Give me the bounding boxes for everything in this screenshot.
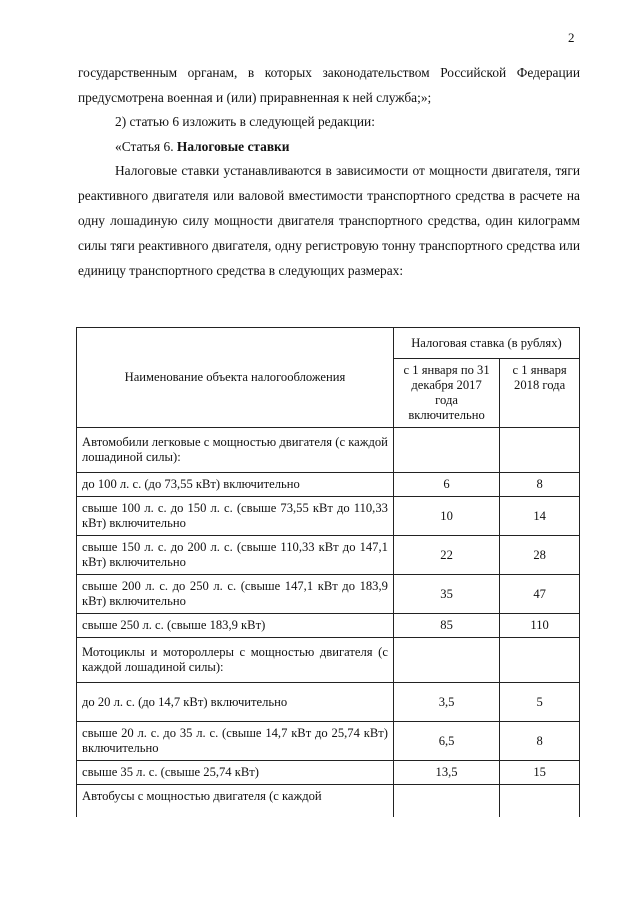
header-object-name: Наименование объекта налогообложения <box>77 328 394 428</box>
paragraph-rates-description: Налоговые ставки устанавливаются в зависимости от мощности двигателя, тяги реактивного двигателя или валовой вместимости транспортного средства в расчете на одну лошадиную силу мощности двигателя транспортного средства, один килограмм силы тяги реактивного двигателя, одну регистровую тонну транспортного средства или единицу транспортного средства в следующих размерах: <box>78 163 580 278</box>
cell-rate-2017: 10 <box>393 497 499 536</box>
article-heading <box>78 134 580 159</box>
cell-rate-2018 <box>500 638 580 683</box>
cell-rate-2018: 47 <box>500 575 580 614</box>
cell-rate-2017 <box>393 428 499 473</box>
tax-rates-table <box>76 327 580 817</box>
table-row <box>77 428 580 473</box>
header-2017: с 1 января по 31 декабря 2017 года включительно <box>393 359 499 428</box>
header-2018: с 1 января 2018 года <box>500 359 580 428</box>
cell-rate-2018: 8 <box>500 722 580 761</box>
header-rate-group: Налоговая ставка (в рублях) <box>393 328 579 359</box>
cell-rate-2017 <box>393 638 499 683</box>
cell-object-name: свыше 250 л. с. (свыше 183,9 кВт) <box>77 614 394 638</box>
cell-rate-2018: 5 <box>500 683 580 722</box>
article-prefix: «Статья 6. <box>115 139 177 154</box>
cell-object-name: свыше 35 л. с. (свыше 25,74 кВт) <box>77 761 394 785</box>
article-title: Налоговые ставки <box>176 139 290 154</box>
cell-rate-2018: 15 <box>500 761 580 785</box>
cell-object-name: свыше 200 л. с. до 250 л. с. (свыше 147,1 кВт до 183,9 кВт) включительно <box>77 575 394 614</box>
cell-object-name: до 20 л. с. (до 14,7 кВт) включительно <box>77 683 394 722</box>
cell-rate-2017: 85 <box>393 614 499 638</box>
table-row <box>77 683 580 722</box>
cell-rate-2017: 13,5 <box>393 761 499 785</box>
cell-empty <box>393 785 499 818</box>
paragraph-amendment: 2) статью 6 изложить в следующей редакции: <box>115 114 375 129</box>
table-row <box>77 638 580 683</box>
table-header-row <box>77 328 580 359</box>
cell-rate-2018: 14 <box>500 497 580 536</box>
table-row <box>77 722 580 761</box>
cell-rate-2018: 110 <box>500 614 580 638</box>
cell-rate-2018: 28 <box>500 536 580 575</box>
cell-object-name: Автобусы с мощностью двигателя (с каждой <box>77 785 394 818</box>
table-row <box>77 536 580 575</box>
cell-rate-2018 <box>500 428 580 473</box>
cell-rate-2017: 6 <box>393 473 499 497</box>
cell-rate-2018: 8 <box>500 473 580 497</box>
cell-object-name: свыше 150 л. с. до 200 л. с. (свыше 110,33 кВт до 147,1 кВт) включительно <box>77 536 394 575</box>
paragraph-intro: государственным органам, в которых законодательством Российской Федерации предусмотрена военная и (или) приравненная к ней служба;»; <box>78 65 580 105</box>
table-row-partial <box>77 785 580 818</box>
cell-object-name: до 100 л. с. (до 73,55 кВт) включительно <box>77 473 394 497</box>
table-row <box>77 473 580 497</box>
table-row <box>77 497 580 536</box>
cell-rate-2017: 3,5 <box>393 683 499 722</box>
cell-rate-2017: 35 <box>393 575 499 614</box>
cell-empty <box>500 785 580 818</box>
cell-object-name: Мотоциклы и мотороллеры с мощностью двигателя (с каждой лошадиной силы): <box>77 638 394 683</box>
cell-rate-2017: 6,5 <box>393 722 499 761</box>
page-number: 2 <box>568 30 575 45</box>
cell-object-name: свыше 20 л. с. до 35 л. с. (свыше 14,7 кВт до 25,74 кВт) включительно <box>77 722 394 761</box>
cell-rate-2017: 22 <box>393 536 499 575</box>
table-row <box>77 761 580 785</box>
table-row <box>77 614 580 638</box>
cell-object-name: Автомобили легковые с мощностью двигателя (с каждой лошадиной силы): <box>77 428 394 473</box>
table-row <box>77 575 580 614</box>
cell-object-name: свыше 100 л. с. до 150 л. с. (свыше 73,55 кВт до 110,33 кВт) включительно <box>77 497 394 536</box>
